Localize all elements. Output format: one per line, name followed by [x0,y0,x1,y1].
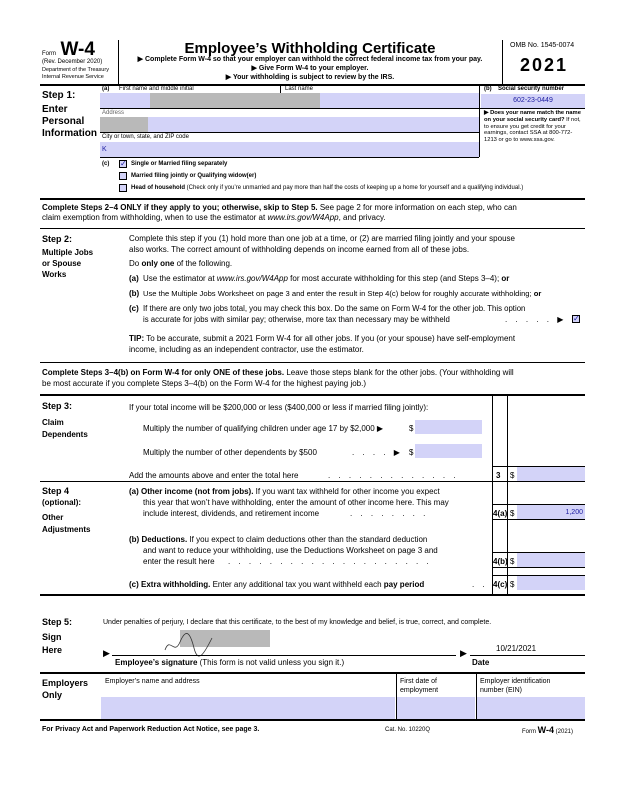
step4a-box: 4(a) [493,509,508,518]
form-label: Form [42,51,56,57]
instructions-2-rest: Leave those steps blank for the other jobs. (Your withholding will [284,368,514,377]
step4b-line2: and want to reduce your withholding, use the Deductions Worksheet on page 3 and [143,546,438,555]
tip-line1: To be accurate, submit a 2021 Form W-4 for all other jobs. If you (or your spouse) have self-employment [144,334,516,343]
form-number: W-4 [60,39,95,60]
step2-para-1: Complete this step if you (1) hold more than one job at a time, or (2) are married filing jointly and your spouse [129,234,515,243]
instructions-1-line2 [42,213,386,223]
step3-line2-dollar: $ [409,448,414,457]
date-arrow: ▶ [460,648,467,658]
instructions-1 [42,203,587,213]
other-income-value: 1,200 [565,509,583,516]
first-date-field[interactable] [397,697,475,719]
opt-hoh [131,185,523,192]
signature-date: 10/21/2021 [496,644,537,653]
step4b-bold: (b) Deductions. [129,535,188,544]
step1-subtitle-1: Enter [42,104,68,115]
instructions-2-line2: be most accurate if you complete Steps 3–4(b) on the Form W-4 for the highest paying job.) [42,379,367,388]
step3-box-num: 3 [496,471,501,480]
opt-married: Married filing jointly or Qualifying widow(er) [131,173,257,179]
instructions-1-line2a: claim exemption from withholding, when to use the estimator at [42,213,268,222]
step4c-bold: (c) Extra withholding. [129,580,211,589]
step4c-bold2: pay period [383,580,425,589]
ssn-note [484,110,584,144]
step3-title: Step 3: [42,401,73,411]
step3-total-field[interactable] [517,467,585,481]
step3-line2-dots: . . . . ▶ [352,448,403,457]
step4a-dollar: $ [510,509,515,518]
tax-year: 2021 [520,55,569,75]
step2-tip [129,334,515,344]
do-only-a: Do [129,259,142,268]
step1-b-label: (b) [484,86,492,92]
step1-subtitle-3: Information [42,128,97,139]
step2-c-text1: If there are only two jobs total, you may check this box. Do the same on Form W-4 for the other job. This option [143,304,526,313]
instructions-2 [42,368,514,378]
first-date-label-1: First date of [400,678,437,685]
step4b-line3: enter the result here [143,557,215,566]
step5-sub-1: Sign [42,632,62,642]
rev-date: (Rev. December 2020) [42,59,103,65]
employer-name-label: Employer’s name and address [105,678,200,685]
signature-label-text: (This form is not valid unless you sign it.) [197,658,345,667]
extra-withholding-field[interactable] [517,576,585,590]
deductions-field[interactable] [517,553,585,567]
ein-label-1: Employer identification [480,678,551,685]
instructions-1-rest: See page 2 for more information on each step, who can [317,203,517,212]
opt-single: Single or Married filing separately [131,161,228,167]
opt-hoh-text: (Check only if you’re unmarried and pay more than half the costs of keeping up a home for yourself and a qualifying individual.) [186,185,524,191]
step4b-dots: . . . . . . . . . . . . . . . . . . . . [228,557,432,566]
step2-a-text1: Use the estimator at [143,274,217,283]
city-value: K [102,146,107,153]
sig-arrow: ▶ [103,648,110,658]
step4c-dots: . . [472,580,488,589]
city-field[interactable] [100,142,479,157]
two-jobs-check-mark: ✓ [573,314,580,323]
step3-line2: Multiply the number of other dependents by $500 [143,448,317,457]
step4c-box: 4(c) [493,580,508,589]
step4a-line3: include interest, dividends, and retirement income [143,509,320,518]
address-label: Address [102,110,125,116]
step4c-text: Enter any additional tax you want withheld each [210,580,384,589]
employer-name-field[interactable] [101,697,395,719]
step2-c-text2: is accurate for jobs with similar pay; otherwise, more tax than necessary may be withheld [143,315,450,324]
step3-total-dots: . . . . . . . . . . . . . [328,471,459,480]
do-only-b: only one [141,259,175,268]
step4-sub-3: Adjustments [42,525,91,534]
step4a-line1 [129,487,440,497]
single-checkbox[interactable] [119,160,127,168]
omb-number: OMB No. 1545-0074 [510,42,575,49]
dept-irs: Internal Revenue Service [42,74,104,80]
step4-title: Step 4 [42,486,70,496]
step3-sub-2: Dependents [42,430,88,439]
step4a-line2: this year that won’t have withholding, enter the amount of other income here. This may [143,498,449,507]
step2-a-text [143,274,509,284]
redacted-address [100,117,148,132]
date-label: Date [472,658,490,667]
step3-box-dollar: $ [510,471,515,480]
step1-a-label: (a) [102,86,110,92]
step2-title: Step 2: [42,234,73,244]
opt-hoh-bold: Head of household [131,185,185,191]
signature-label-bold: Employee’s signature [115,658,198,667]
dept-treasury: Department of the Treasury [42,67,109,73]
first-name-label: First name and middle initial [119,86,194,92]
step4c-dollar: $ [510,580,515,589]
step4-sub-2: Other [42,513,64,522]
step2-sub-2: or Spouse [42,259,82,268]
step1-title: Step 1: [42,90,76,101]
step2-sub-1: Multiple Jobs [42,248,94,257]
instructions-2-bold: Complete Steps 3–4(b) on Form W-4 for only ONE of these jobs. [42,368,285,377]
step4b-text1: If you expect to claim deductions other than the standard deduction [187,535,428,544]
do-only-c: of the following. [174,259,233,268]
step2-a-text2: for most accurate withholding for this step (and Steps 3–4); [287,274,502,283]
other-dependents-field[interactable] [415,444,482,458]
step4b-dollar: $ [510,557,515,566]
first-date-label-2: employment [400,687,439,694]
step2-a-or: or [501,274,510,283]
instructions-1-bold: Complete Steps 2–4 ONLY if they apply to you; otherwise, skip to Step 5. [42,203,318,212]
employers-title-2: Only [42,690,63,700]
footer-form [522,726,573,736]
step2-a-label: (a) [129,274,139,283]
qualifying-children-field[interactable] [415,420,482,434]
signature-label [115,658,344,668]
tip-bold: TIP: [129,334,145,343]
step2-b-label: (b) [129,289,140,298]
redacted-name [150,93,320,108]
step4b-line1 [129,535,427,545]
ssn-value: 602-23-0449 [513,97,553,104]
footer-form-year: (2021) [554,729,574,735]
step3-sub-1: Claim [42,418,64,427]
step4b-box: 4(b) [493,557,508,566]
step2-do-only [129,259,232,269]
step1-c-label: (c) [102,161,110,167]
step2-a-link[interactable]: www.irs.gov/W4App [216,274,288,283]
ein-label-2: number (EIN) [480,687,523,694]
footer-form-label: Form [522,729,538,735]
signature-scribble [160,628,220,658]
step3-total: Add the amounts above and enter the total here [129,471,299,480]
last-name-label: Last name [285,86,314,92]
header-bullet-3: ▶ Your withholding is subject to review by the IRS. [225,74,395,81]
footer-form-num: W-4 [537,725,554,735]
step4a-bold: (a) Other income (not from jobs). [129,487,254,496]
step4a-text1: If you want tax withheld for other income you expect [253,487,440,496]
estimator-link[interactable]: www.irs.gov/W4App [267,213,339,222]
step5-title: Step 5: [42,617,73,627]
step4c-line [129,580,424,590]
step2-c-dots: . . . . . ▶ [505,315,567,324]
step5-sub-2: Here [42,645,63,655]
header-bullet-2: ▶ Give Form W-4 to your employer. [251,65,369,72]
perjury-statement: Under penalties of perjury, I declare that this certificate, to the best of my knowledge and belief, is true, correct, and complete. [103,619,492,626]
step2-c-label: (c) [129,304,139,313]
header-bullet-1: ▶ Complete Form W-4 so that your employer can withhold the correct federal income tax from your pay. [137,56,483,63]
step2-sub-3: Works [42,270,67,279]
instructions-1-line2b: , and privacy. [338,213,386,222]
ein-field[interactable] [477,697,585,719]
step2-b-or: or [533,289,542,298]
footer-privacy: For Privacy Act and Paperwork Reduction Act Notice, see page 3. [42,726,260,733]
ssn-label: Social security number [498,86,565,92]
step4-sub-1: (optional): [42,498,82,507]
footer-cat: Cat. No. 10220Q [385,727,431,733]
city-label: City or town, state, and ZIP code [102,134,189,140]
form-title: Employee’s Withholding Certificate [184,40,436,57]
step3-line1: Multiply the number of qualifying children under age 17 by $2,000 ▶ [143,424,384,433]
step4a-dots: . . . . . . . . [350,509,429,518]
step3-intro: If your total income will be $200,000 or less ($400,000 or less if married filing jointly): [129,403,429,412]
married-checkbox[interactable] [119,172,127,180]
single-check-mark: ✓ [120,159,127,168]
ssn-note-bold: ▶ Does your name match the name on your social security card? [484,110,581,123]
hoh-checkbox[interactable] [119,184,127,192]
step2-b-text [143,289,541,299]
address-field[interactable] [100,117,479,132]
form-label-block [42,40,95,60]
step2-tip-2: income, including as an independent contractor, use the estimator. [129,345,364,354]
employers-title-1: Employers [42,678,89,688]
ssn-note-text: If not, to ensure you get credit for your earnings, contact SSA at 800-772-1213 or go to www.ssa.gov. [484,116,581,144]
step2-para-2: also works. The correct amount of withholding depends on income earned from all of these jobs. [129,245,470,254]
step3-line1-dollar: $ [409,424,414,433]
two-jobs-checkbox[interactable] [572,315,580,323]
step1-subtitle-2: Personal [42,116,85,127]
step2-b-text-body: Use the Multiple Jobs Worksheet on page 3 and enter the result in Step 4(c) below for roughly accurate withholding; [143,289,534,298]
